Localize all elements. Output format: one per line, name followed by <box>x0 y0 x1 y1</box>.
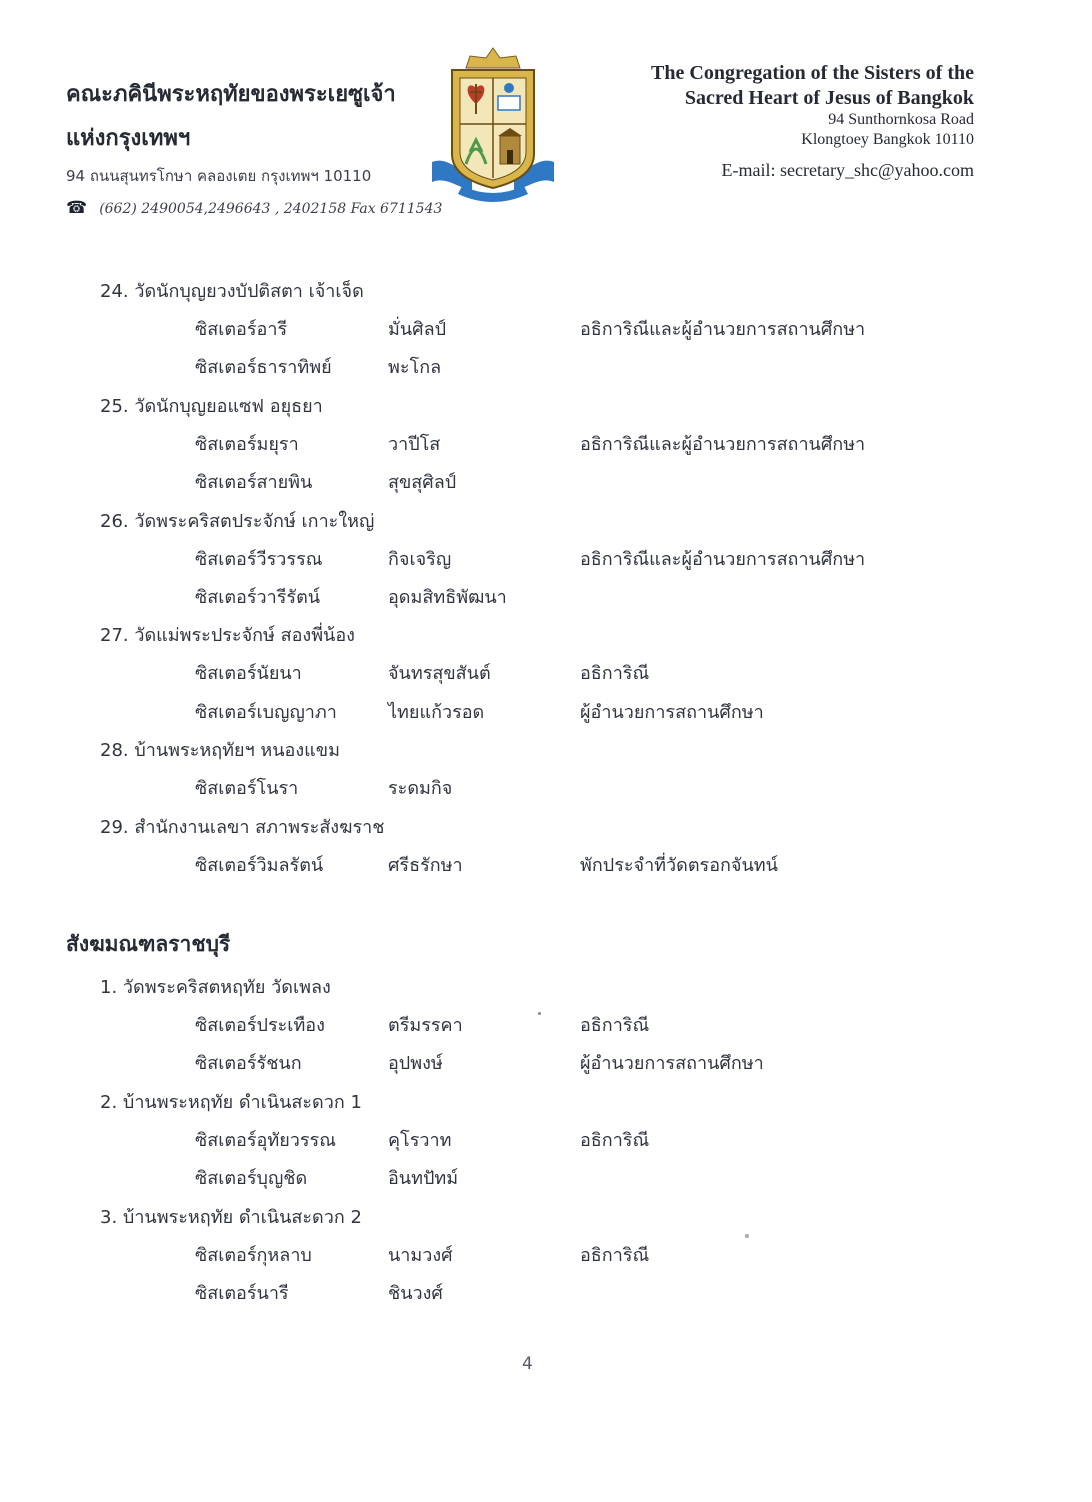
member-first-name: ซิสเตอร์อารี <box>195 319 288 340</box>
member-last-name: วาปีโส <box>388 434 441 455</box>
thai-address: 94 ถนนสุนทรโกษา คลองเตย กรุงเทพฯ 10110 <box>66 167 372 185</box>
english-org-name-line2: Sacred Heart of Jesus of Bangkok <box>684 87 974 109</box>
member-last-name: ชินวงศ์ <box>388 1283 443 1304</box>
thai-org-name-line1: คณะภคินีพระหฤทัยของพระเยซูเจ้า <box>66 82 396 107</box>
member-role: ผู้อำนวยการสถานศึกษา <box>580 702 764 723</box>
member-last-name: ไทยแก้วรอด <box>388 702 485 723</box>
section-title: สังฆมณฑลราชบุรี <box>66 932 231 956</box>
member-first-name: ซิสเตอร์วิมลรัตน์ <box>195 855 324 876</box>
member-first-name: ซิสเตอร์มยุรา <box>195 434 299 455</box>
member-last-name: ตรีมรรคา <box>388 1015 463 1036</box>
member-last-name: ระดมกิจ <box>388 778 453 799</box>
member-first-name: ซิสเตอร์สายพิน <box>195 472 313 493</box>
member-last-name: อินทปัทม์ <box>388 1168 459 1189</box>
community-heading: 28. บ้านพระหฤทัยฯ หนองแขม <box>100 740 340 761</box>
community-heading: 27. วัดแม่พระประจักษ์ สองพี่น้อง <box>100 625 355 646</box>
community-heading: 2. บ้านพระหฤทัย ดำเนินสะดวก 1 <box>100 1092 362 1113</box>
member-role: ผู้อำนวยการสถานศึกษา <box>580 1053 764 1074</box>
member-role: อธิการิณี <box>580 663 650 684</box>
member-role: อธิการิณี <box>580 1130 650 1151</box>
english-address-line2: Klongtoey Bangkok 10110 <box>801 131 974 148</box>
member-last-name: พะโกล <box>388 357 442 378</box>
member-role: อธิการิณีและผู้อำนวยการสถานศึกษา <box>580 434 866 455</box>
member-last-name: นามวงศ์ <box>388 1245 453 1266</box>
community-heading: 25. วัดนักบุญยอแซฟ อยุธยา <box>100 396 323 417</box>
member-last-name: คุโรวาท <box>388 1130 452 1151</box>
community-heading: 24. วัดนักบุญยวงบัปติสตา เจ้าเจ็ด <box>100 281 364 302</box>
scan-speck <box>538 1012 541 1015</box>
member-last-name: มั่นศิลป์ <box>388 319 447 340</box>
member-first-name: ซิสเตอร์กุหลาบ <box>195 1245 312 1266</box>
member-first-name: ซิสเตอร์รัชนก <box>195 1053 302 1074</box>
member-last-name: จันทรสุขสันต์ <box>388 663 491 684</box>
community-heading: 1. วัดพระคริสตหฤทัย วัดเพลง <box>100 977 331 998</box>
member-role: อธิการิณี <box>580 1015 650 1036</box>
member-first-name: ซิสเตอร์เบญญาภา <box>195 702 337 723</box>
member-first-name: ซิสเตอร์วีรวรรณ <box>195 549 323 570</box>
member-first-name: ซิสเตอร์โนรา <box>195 778 299 799</box>
member-role: อธิการิณีและผู้อำนวยการสถานศึกษา <box>580 549 866 570</box>
community-heading: 26. วัดพระคริสตประจักษ์ เกาะใหญ่ <box>100 511 375 532</box>
community-heading: 3. บ้านพระหฤทัย ดำเนินสะดวก 2 <box>100 1207 362 1228</box>
member-role: อธิการิณีและผู้อำนวยการสถานศึกษา <box>580 319 866 340</box>
telephone-icon: ☎ <box>66 198 88 218</box>
member-first-name: ซิสเตอร์ประเทือง <box>195 1015 325 1036</box>
email-address[interactable]: E-mail: secretary_shc@yahoo.com <box>721 160 974 180</box>
member-first-name: ซิสเตอร์บุญชิด <box>195 1168 308 1189</box>
member-role: อธิการิณี <box>580 1245 650 1266</box>
english-address-line1: 94 Sunthornkosa Road <box>828 111 974 128</box>
english-org-name-line1: The Congregation of the Sisters of the <box>651 62 974 84</box>
member-first-name: ซิสเตอร์วารีรัตน์ <box>195 587 321 608</box>
page-number: 4 <box>522 1354 533 1374</box>
member-last-name: อุปพงษ์ <box>388 1053 443 1074</box>
member-first-name: ซิสเตอร์นัยนา <box>195 663 302 684</box>
thai-org-name-line2: แห่งกรุงเทพฯ <box>66 126 191 151</box>
scan-speck <box>745 1234 749 1238</box>
member-first-name: ซิสเตอร์ธาราทิพย์ <box>195 357 332 378</box>
member-last-name: กิจเจริญ <box>388 549 452 570</box>
phone-numbers: (662) 2490054,2496643 , 2402158 Fax 6711543 <box>99 201 443 217</box>
community-heading: 29. สำนักงานเลขา สภาพระสังฆราช <box>100 817 385 838</box>
member-last-name: สุขสุศิลป์ <box>388 472 457 493</box>
member-last-name: ศรีธรักษา <box>388 855 463 876</box>
member-first-name: ซิสเตอร์อุทัยวรรณ <box>195 1130 336 1151</box>
member-last-name: อุดมสิทธิพัฒนา <box>388 587 507 608</box>
phone-row <box>66 198 442 218</box>
member-first-name: ซิสเตอร์นารี <box>195 1283 289 1304</box>
congregation-crest-icon <box>428 44 558 209</box>
member-role: พักประจำที่วัดตรอกจันทน์ <box>580 855 778 876</box>
